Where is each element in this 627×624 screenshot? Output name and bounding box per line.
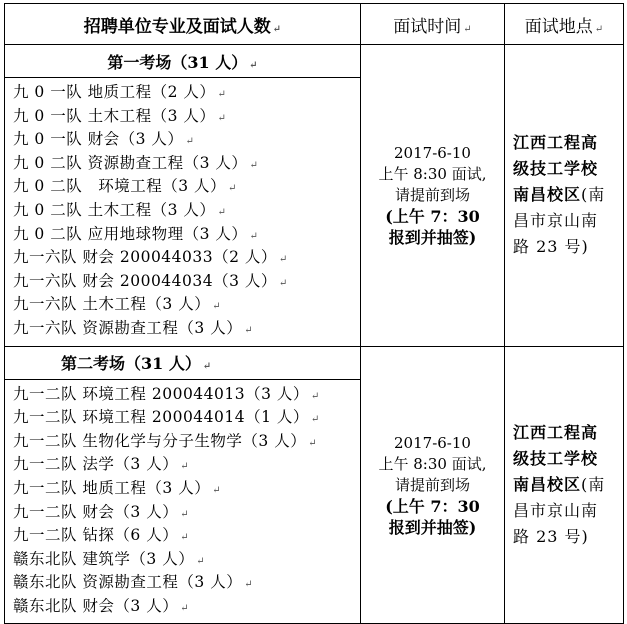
venue-2-title-text: 第二考场（31 人） <box>61 354 201 374</box>
venue-2-place-line2: 级技工学校 <box>513 449 599 468</box>
venue-2-place-line3b: (南 <box>581 475 606 494</box>
list-item: 九一六队 资源勘查工程（3 人） ↵ <box>13 318 254 337</box>
venue-2-time-line4: (上午 7：30 <box>385 496 480 516</box>
venue-1-place-line5: 路 23 号) <box>513 237 589 257</box>
venue-1-place-line1: 江西工程高 <box>513 133 599 153</box>
list-item: 九一二队 环境工程 200044014（1 人） ↵ <box>13 408 320 427</box>
list-item: 九一六队 财会 200044034（3 人） ↵ <box>13 271 288 290</box>
venue-1-time-line4: (上午 7：30 <box>385 206 480 226</box>
venue-2-place-line4: 昌市京山南 <box>513 501 599 520</box>
venue-1-place-line2: 级技工学校 <box>513 159 599 179</box>
list-item: 九一二队 财会（3 人） ↵ <box>13 502 190 521</box>
header-interview-time: 面试时间 ↵ <box>361 4 505 45</box>
venue-1-place <box>505 45 624 347</box>
list-item: 九一二队 环境工程 200044013（3 人） ↵ <box>13 384 320 403</box>
venue-2-time-line3: 请提前到场 <box>394 475 470 494</box>
venue-2-place <box>505 346 624 624</box>
header-interview-place: 面试地点 ↵ <box>505 4 624 45</box>
list-item: 赣东北队 财会（3 人） ↵ <box>13 596 190 615</box>
list-item: 九一二队 生物化学与分子生物学（3 人） ↵ <box>13 431 318 450</box>
venue-1-date: 2017-6-10 <box>394 143 471 162</box>
venue-1-place-line3a: 南昌校区 <box>513 185 582 205</box>
venue-2-list <box>5 379 361 624</box>
venue-1-time-line3: 请提前到场 <box>394 185 470 204</box>
interview-schedule-table <box>4 3 624 624</box>
venue-1-time-line5: 报到并抽签) <box>388 227 477 247</box>
venue-1-list <box>5 78 361 347</box>
list-item: 九 0 二队 应用地球物理（3 人） ↵ <box>13 224 259 243</box>
header-row <box>5 4 624 45</box>
venue-1-place-line3b: (南 <box>581 185 606 205</box>
header-units-majors: 招聘单位专业及面试人数 ↵ <box>5 4 361 45</box>
list-item: 九 0 二队 土木工程（3 人） ↵ <box>13 200 227 219</box>
list-item: 九一二队 地质工程（3 人） ↵ <box>13 478 222 497</box>
list-item: 赣东北队 建筑学（3 人） ↵ <box>13 549 206 568</box>
venue-2-time-line2: 上午 8:30 面试, <box>378 454 487 473</box>
venue-1-time-line2: 上午 8:30 面试, <box>378 164 487 183</box>
list-item: 九 0 二队 资源勘查工程（3 人） ↵ <box>13 153 259 172</box>
venue-2-time <box>361 346 505 624</box>
venue-2-date: 2017-6-10 <box>394 433 471 452</box>
venue-2-time-line5: 报到并抽签) <box>388 517 477 537</box>
list-item: 九一二队 法学（3 人） ↵ <box>13 455 190 474</box>
venue-2-place-line3a: 南昌校区 <box>513 475 582 494</box>
list-item: 九一二队 钻探（6 人） ↵ <box>13 526 190 545</box>
venue-2-title: 第二考场（31 人） ↵ <box>5 346 361 379</box>
venue-1-place-line4: 昌市京山南 <box>513 211 599 231</box>
list-item: 九 0 二队 环境工程（3 人） ↵ <box>13 177 237 196</box>
list-item: 九 0 一队 地质工程（2 人） ↵ <box>13 83 227 101</box>
venue-1-title: 第一考场（31 人） ↵ <box>5 45 361 78</box>
header-units-majors-label: 招聘单位专业及面试人数 <box>83 16 271 37</box>
venue-1-title-text: 第一考场（31 人） <box>107 52 248 72</box>
venue-1-title-row <box>5 45 624 78</box>
list-item: 九 0 一队 土木工程（3 人） ↵ <box>13 106 227 125</box>
venue-2-title-row <box>5 346 624 379</box>
header-interview-place-label: 面试地点 <box>524 16 593 37</box>
venue-2-place-line1: 江西工程高 <box>513 423 599 442</box>
list-item: 九一六队 财会 200044033（2 人） ↵ <box>13 248 288 267</box>
list-item: 九 0 一队 财会（3 人） ↵ <box>13 130 195 149</box>
list-item: 赣东北队 资源勘查工程（3 人） ↵ <box>13 573 254 592</box>
venue-1-time <box>361 45 505 347</box>
list-item: 九一六队 土木工程（3 人） ↵ <box>13 295 222 314</box>
header-interview-time-label: 面试时间 <box>393 16 462 37</box>
venue-2-place-line5: 路 23 号) <box>513 527 589 546</box>
